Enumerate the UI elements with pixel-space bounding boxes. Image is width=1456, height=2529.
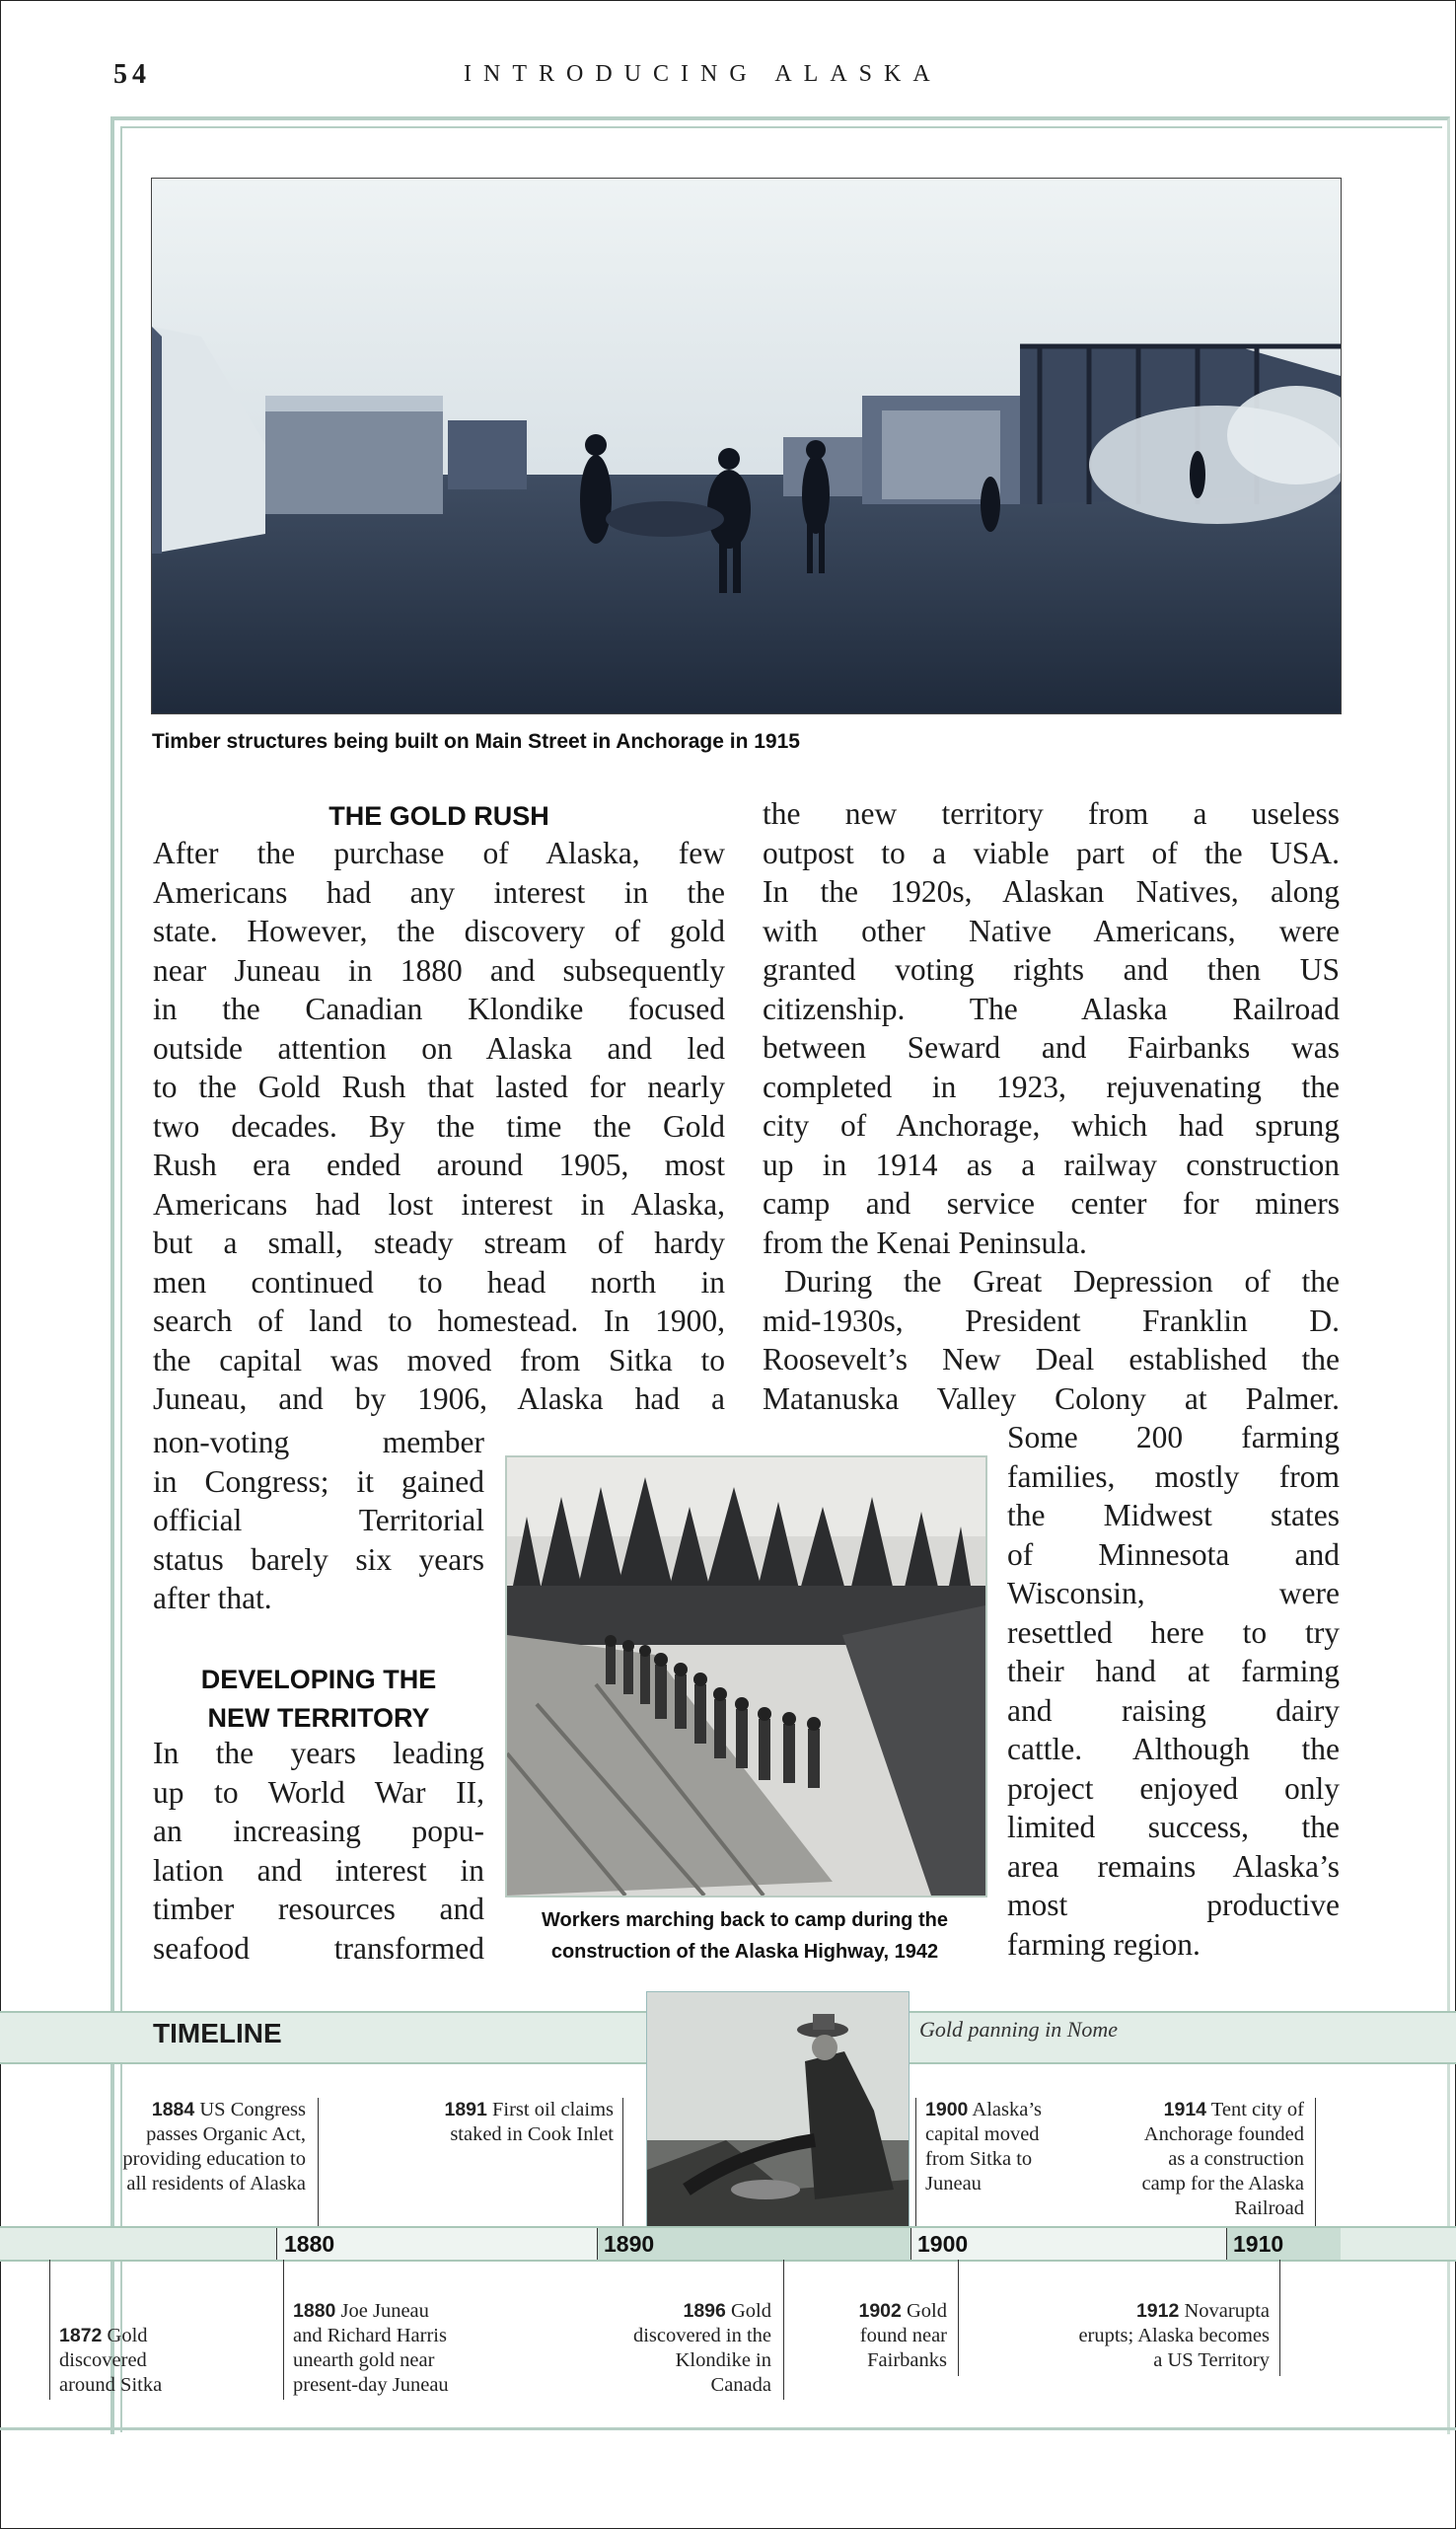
entry-text: Gold [107, 2325, 148, 2346]
entry-year: 1914 [1163, 2099, 1207, 2120]
timeline-title: TIMELINE [153, 2018, 282, 2048]
timeline-connector [622, 2098, 623, 2228]
text-line: official Territorial [153, 1503, 484, 1537]
entry-text: Tent city of [1210, 2099, 1304, 2120]
entry-year: 1880 [293, 2300, 336, 2322]
text-line: seafood transformed [153, 1930, 484, 1966]
decade-tick [276, 2228, 277, 2260]
text-line: mid-1930s, President Franklin D. [763, 1302, 1340, 1338]
text-line: Juneau, and by 1906, Alaska had a [153, 1381, 725, 1416]
gold-rush-body [153, 834, 725, 1419]
running-title: INTRODUCING ALASKA [464, 61, 942, 87]
entry-year: 1900 [925, 2099, 969, 2120]
timeline-entry-1880 [293, 2299, 510, 2398]
entry-text: Gold [731, 2300, 771, 2322]
timeline-entry-1902 [809, 2299, 947, 2373]
text-line: cattle. Although the [1007, 1732, 1340, 1766]
gold-rush-heading: THE GOLD RUSH [328, 801, 549, 831]
text-line: search of land to homestead. In 1900, [153, 1303, 725, 1338]
text-line: completed in 1923, rejuvenating the [763, 1069, 1340, 1104]
entry-line: and Richard Harris [293, 2325, 447, 2346]
developing-heading [153, 1661, 484, 1738]
text-line: In the 1920s, Alaskan Natives, along [763, 874, 1340, 909]
text-line: up to World War II, [153, 1774, 484, 1810]
timeline-entry-1891 [365, 2098, 614, 2147]
entry-line [293, 2299, 510, 2324]
text-line: two decades. By the time the Gold [153, 1108, 725, 1144]
timeline-connector [1279, 2260, 1280, 2376]
text-line: Americans had any interest in the [153, 874, 725, 910]
timeline-connector [49, 2260, 50, 2400]
entry-year: 1912 [1135, 2300, 1180, 2322]
text-line: up in 1914 as a railway construction [763, 1147, 1340, 1182]
text-line: near Juneau in 1880 and subsequently [153, 952, 725, 988]
entry-year: 1902 [858, 2300, 902, 2322]
timeline-connector [915, 2098, 916, 2228]
bottom-rule [0, 2427, 1456, 2430]
text-line: timber resources and [153, 1892, 484, 1926]
text-line: after that. [153, 1581, 272, 1615]
entry-text: Novarupta [1184, 2300, 1270, 2322]
text-line: farming region. [1007, 1926, 1201, 1962]
text-line: of Minnesota and [1007, 1536, 1340, 1572]
entry-text: US Congress [199, 2099, 306, 2120]
territory-body-narrow [1007, 1418, 1340, 1964]
text-line: most productive [1007, 1888, 1340, 1922]
timeline-connector [283, 2260, 284, 2400]
text-line: Matanuska Valley Colony at Palmer. [763, 1380, 1340, 1416]
text-line: lation and interest in [153, 1852, 484, 1888]
timeline-entry-1872 [59, 2324, 217, 2398]
timeline-entry-1884 [39, 2098, 306, 2196]
entry-year: 1891 [444, 2099, 487, 2120]
entry-text: Alaska’s [972, 2099, 1042, 2120]
entry-line: Klondike in [675, 2349, 771, 2371]
entry-text: First oil claims [492, 2099, 614, 2120]
entry-line: around Sitka [59, 2374, 163, 2396]
entry-text: Gold [907, 2300, 947, 2322]
decade-label-1880: 1880 [284, 2231, 335, 2257]
entry-year: 1896 [683, 2300, 726, 2322]
text-line: granted voting rights and then US [763, 952, 1340, 987]
timeline-connector [1315, 2098, 1316, 2228]
entry-line: capital moved [925, 2123, 1040, 2145]
entry-line: staked in Cook Inlet [450, 2123, 614, 2145]
anchorage-photo [151, 178, 1342, 714]
entry-year: 1872 [59, 2325, 103, 2346]
entry-text: Joe Juneau [340, 2300, 429, 2322]
caption-line: construction of the Alaska Highway, 1942 [550, 1941, 939, 1963]
entry-line [1001, 2299, 1270, 2324]
entry-line: camp for the Alaska [1141, 2173, 1304, 2194]
entry-line [59, 2324, 217, 2348]
text-line: citizenship. The Alaska Railroad [763, 991, 1340, 1026]
text-line: the new territory from a useless [763, 796, 1340, 831]
entry-line: a US Territory [1153, 2349, 1270, 2371]
text-line: to the Gold Rush that lasted for nearly [153, 1070, 725, 1104]
decade-label-1900: 1900 [917, 2231, 969, 2257]
text-line: After the purchase of Alaska, few [153, 836, 725, 870]
entry-line: Juneau [925, 2173, 982, 2194]
text-line: Some 200 farming [1007, 1420, 1340, 1454]
text-line: with other Native Americans, were [763, 913, 1340, 948]
text-line: outside attention on Alaska and led [153, 1030, 725, 1066]
entry-year: 1884 [151, 2099, 195, 2120]
text-line: the capital was moved from Sitka to [153, 1342, 725, 1377]
entry-line: found near [859, 2325, 947, 2346]
top-photo-caption: Timber structures being built on Main Street in Anchorage in 1915 [152, 730, 800, 753]
entry-line: all residents of Alaska [126, 2173, 306, 2194]
decade-tick [597, 2228, 598, 2260]
text-line: in Congress; it gained [153, 1463, 484, 1499]
entry-line [365, 2098, 614, 2122]
timeline-entry-1900 [925, 2098, 1103, 2196]
entry-line: present-day Juneau [293, 2374, 449, 2396]
text-line: camp and service center for miners [763, 1186, 1340, 1221]
text-line: area remains Alaska’s [1007, 1848, 1340, 1884]
gold-panning-caption: Gold panning in Nome [919, 2017, 1119, 2042]
text-line: families, mostly from [1007, 1458, 1340, 1494]
text-line: state. However, the discovery of gold [153, 914, 725, 948]
decade-tick [1226, 2228, 1227, 2260]
text-line: Roosevelt’s New Deal established the [763, 1342, 1340, 1376]
decade-label-1890: 1890 [604, 2231, 655, 2257]
entry-line: Fairbanks [867, 2349, 947, 2371]
entry-line [39, 2098, 306, 2122]
territory-body [763, 794, 1340, 1418]
text-line: city of Anchorage, which had sprung [763, 1108, 1340, 1143]
text-line: Americans had lost interest in Alaska, [153, 1186, 725, 1222]
text-line: and raising dairy [1007, 1692, 1340, 1728]
text-line: between Seward and Fairbanks was [763, 1030, 1340, 1065]
entry-line [809, 2299, 947, 2324]
text-line: Rush era ended around 1905, most [153, 1148, 725, 1182]
text-line: an increasing popu- [153, 1814, 484, 1848]
entry-line: unearth gold near [293, 2349, 435, 2371]
text-line: but a small, steady stream of hardy [153, 1226, 725, 1260]
timeline-entry-1896 [562, 2299, 771, 2398]
text-line: men continued to head north in [153, 1264, 725, 1300]
text-line: status barely six years [153, 1541, 484, 1577]
entry-line: Railroad [1234, 2197, 1304, 2219]
timeline-connector [958, 2260, 959, 2376]
developing-body [153, 1734, 484, 1968]
text-line: project enjoyed only [1007, 1770, 1340, 1806]
text-line: the Midwest states [1007, 1498, 1340, 1532]
text-line: outpost to a viable part of the USA. [763, 835, 1340, 870]
timeline-entry-1912 [1001, 2299, 1270, 2373]
text-line: their hand at farming [1007, 1654, 1340, 1688]
text-line: In the years leading [153, 1736, 484, 1770]
gold-rush-body-narrow [153, 1423, 484, 1618]
entry-line: discovered in the [632, 2325, 771, 2346]
entry-line: from Sitka to [925, 2148, 1033, 2170]
entry-line: providing education to [122, 2148, 306, 2170]
text-line: Wisconsin, were [1007, 1576, 1340, 1610]
gold-panning-photo [646, 1991, 910, 2228]
timeline-connector [318, 2098, 319, 2228]
text-line: resettled here to try [1007, 1614, 1340, 1650]
heading-line: DEVELOPING THE [200, 1665, 437, 1694]
decade-label-1910: 1910 [1233, 2231, 1284, 2257]
caption-line: Workers marching back to camp during the [542, 1909, 948, 1931]
text-line: During the Great Depression of the [784, 1264, 1340, 1299]
text-line: in the Canadian Klondike focused [153, 992, 725, 1026]
text-line: non-voting member [153, 1425, 484, 1459]
entry-line [925, 2098, 1103, 2122]
entry-line [1085, 2098, 1304, 2122]
heading-line: NEW TERRITORY [207, 1703, 430, 1733]
entry-line [562, 2299, 771, 2324]
text-line: limited success, the [1007, 1810, 1340, 1844]
text-line: from the Kenai Peninsula. [763, 1225, 1087, 1260]
entry-line: as a construction [1168, 2148, 1304, 2170]
entry-line: Anchorage founded [1143, 2123, 1304, 2145]
entry-line: erupts; Alaska becomes [1078, 2325, 1270, 2346]
highway-workers-photo [505, 1455, 987, 1897]
decade-tick [910, 2228, 911, 2260]
timeline-connector [783, 2260, 784, 2400]
mid-photo-caption [503, 1904, 986, 1968]
entry-line: Canada [710, 2374, 771, 2396]
timeline-entry-1914 [1085, 2098, 1304, 2221]
entry-line: passes Organic Act, [146, 2123, 306, 2145]
page-number: 54 [113, 59, 151, 90]
entry-line: discovered [59, 2349, 147, 2371]
